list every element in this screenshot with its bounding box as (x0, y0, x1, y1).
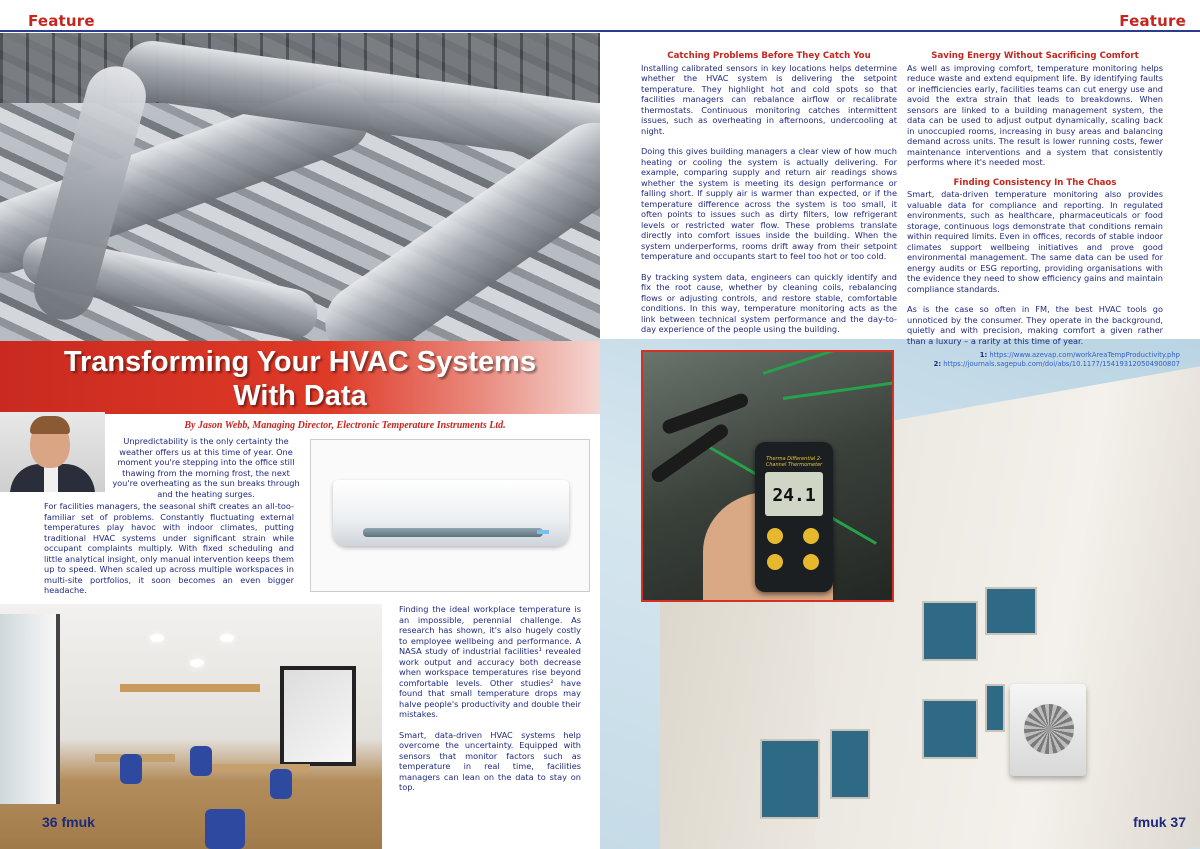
thermometer-photo (641, 350, 894, 602)
body-paragraph: By tracking system data, engineers can quickly identify and fix the root cause, whether by cleaning coils, rebalancing flows or adjusting controls, and restore stable, comfortable conditions. In this way, temperature monitoring acts as the link between technical system performance and the day-to-day experience of the people using the building. (641, 271, 897, 334)
subheading: Finding Consistency In The Chaos (953, 177, 1117, 188)
air-conditioner-photo (310, 439, 590, 592)
page-number: fmuk 37 (1133, 814, 1186, 830)
section-label: Feature (28, 12, 95, 30)
hero-duct-photo (0, 33, 600, 341)
right-page (600, 0, 1200, 849)
outdoor-ac-unit (1010, 684, 1086, 776)
body-column (641, 51, 897, 345)
body-paragraph: Finding the ideal workplace temperature is an impossible, perennial challenge. As research has shown, it's also hugely costly to employee wellbeing and performance. A NASA study of industrial facilities¹ revealed work output and accuracy both decrease when workspace temperatures rise beyond comfortable levels. Other studies² have found that small temperature drops may halve people's productivity and double their mistakes. (399, 604, 581, 719)
body-paragraph: Installing calibrated sensors in key locations helps determine whether the HVAC system is delivering the setpoint temperature. They highlight hot and cold spots so that facilities managers can rebalance airflow or recalibrate thermostats. Continuous monitoring catches intermittent issues, such as overheating in afternoons, undercooling at night. (641, 62, 897, 136)
article-title: Transforming Your HVAC Systems With Data (63, 346, 537, 412)
differential-thermometer: Therma Differential 2-Channel Thermometer 24.1 (755, 442, 833, 592)
intro-paragraph: Unpredictability is the only certainty the weather offers us at this time of year. One moment you're stepping into the office still thawing from the morning frost, the next you're overheating as the sun breaks through and the heating surges. (112, 436, 300, 499)
body-paragraph: As is the case so often in FM, the best HVAC tools go unnoticed by the consumer. They operate in the background, quietly and with precision, making comfort a given rather than a luxury – a rarity at this time of year. (907, 304, 1163, 346)
subheading: Catching Problems Before They Catch You (667, 51, 871, 61)
body-paragraph: Smart, data-driven temperature monitoring also provides valuable data for compliance and reporting. In regulated environments, such as healthcare, pharmaceuticals or food storage, continuous logs demonstrate that conditions remain within required limits. Even in offices, records of stable indoor climates support wellbeing initiatives and prove good environmental management. The same data can be used for energy audits or ESG reporting, providing organisations with the evidence they need to show efficiency gains and maintain compliance standards. (907, 189, 1163, 294)
reference-link[interactable]: https://journals.sagepub.com/doi/abs/10.1177/154193120504900807 (943, 360, 1180, 368)
references: 1: https://www.azevap.com/workAreaTempProductivity.php 2: https://journals.sagepub.com/doi/abs/10.1177/154193120504900807 (933, 351, 1180, 368)
byline: By Jason Webb, Managing Director, Electronic Temperature Instruments Ltd. (184, 420, 506, 431)
page-number: 36 fmuk (42, 814, 95, 830)
body-paragraph: For facilities managers, the seasonal shift creates an all-too-familiar set of problems. Constantly fluctuating external temperatures play havoc with indoor climates, putting traditional HVAC systems under significant strain while occupant complaints multiply. With fixed scheduling and little analytical insight, only manual intervention keeps them up to speed. When scaled up across multiple workspaces in multi-site portfolios, it soon becomes an even bigger headache. (44, 501, 294, 595)
section-label: Feature (1119, 12, 1186, 30)
page-header (0, 0, 600, 36)
body-column (399, 604, 581, 803)
body-paragraph: Smart, data-driven HVAC systems help overcome the uncertainty. Equipped with sensors that monitor factors such as temperature in real time, facilities managers can lean on the data to stay on top. (399, 729, 581, 792)
body-paragraph: Doing this gives building managers a clear view of how much heating or cooling the system is actually delivering. For example, comparing supply and return air readings shows whether the system is meeting its design performance or falling short. If supply air is warmer than expected, or if the temperature difference across the system is too small, it often points to issues such as dirty filters, low refrigerant levels or restricted water flow. These problems translate directly into comfort issues inside the building. When the system underperforms, rooms drift away from their setpoint temperature and occupants start to feel too hot or too cold. (641, 146, 897, 261)
body-paragraph: As well as improving comfort, temperature monitoring helps reduce waste and extend equipment life. By identifying faults or inefficiencies early, facilities teams can cut energy use and avoid the extra strain that leads to breakdowns. When sensors are linked to a building management system, the data can be used to adjust output dynamically, scaling back in unoccupied rooms, increasing in busy areas and balancing demand across units. The result is lower running costs, fewer maintenance interventions and a system that consistently performs where it's needed most. (907, 62, 1163, 167)
author-photo (0, 412, 105, 492)
body-column (907, 51, 1163, 356)
subheading: Saving Energy Without Sacrificing Comfort (931, 51, 1139, 61)
title-band (0, 341, 600, 414)
office-photo (0, 604, 382, 849)
header-rule (0, 30, 600, 32)
page-header (600, 0, 1200, 36)
header-rule (600, 30, 1200, 32)
reference-link[interactable]: https://www.azevap.com/workAreaTempProductivity.php (989, 351, 1180, 359)
meter-reading: 24.1 (772, 485, 816, 506)
